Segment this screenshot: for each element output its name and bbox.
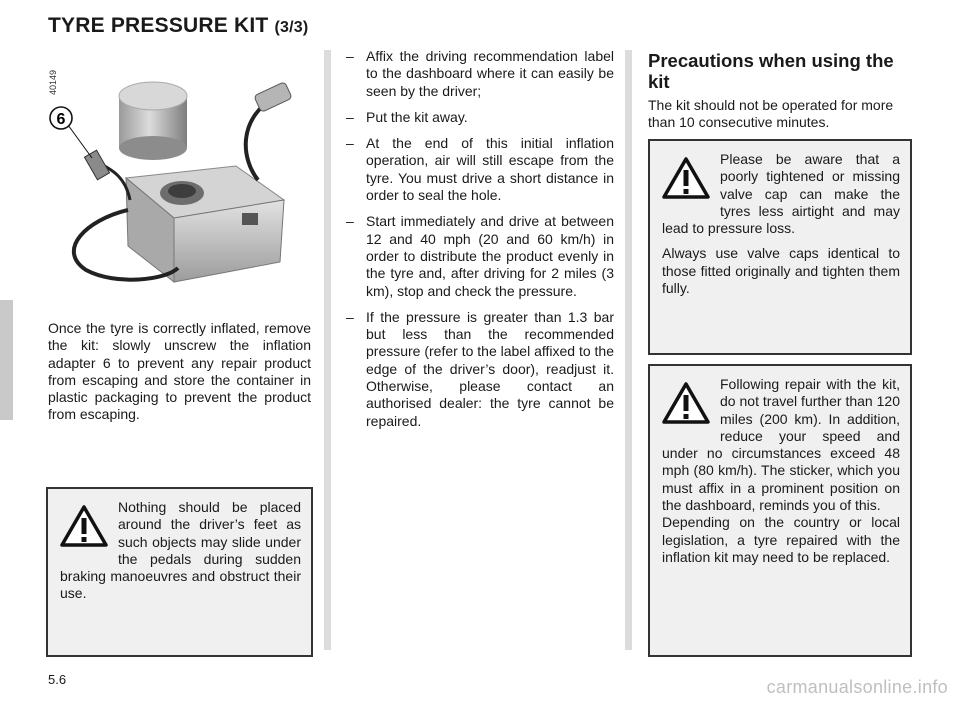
valve-cap-advice-text: Always use valve caps identical to those fitted originally and tighten them fully. bbox=[662, 245, 900, 297]
precautions-intro bbox=[648, 97, 914, 132]
warning-triangle-icon bbox=[662, 157, 710, 199]
warning-box-valve-caps bbox=[648, 139, 912, 355]
repair-limits-text: Following repair with the kit, do not travel further than 120 miles (200 km). In addition, reduce your speed and under no circumstances exceed 48 mph (80 km/h). The sticker, which you must affix in a prominent position on the dashboard, reminds you of this. bbox=[662, 376, 900, 514]
left-paragraph-text: Once the tyre is correctly inflated, remove the kit: slowly unscrew the inflation adapter 6 to prevent any repair product from escaping and store the container in plastic packaging to prevent the product from escaping. bbox=[48, 320, 311, 423]
figure-code: 40149 bbox=[48, 69, 58, 95]
warning-triangle-icon bbox=[60, 505, 108, 547]
section-tab bbox=[0, 300, 13, 420]
warning-feet-text: Nothing should be placed around the driver’s feet as such objects may slide under the pedals during sudden braking manoeuvres and obstruct their use. bbox=[60, 499, 301, 602]
list-item: – If the pressure is greater than 1.3 bar but less than the recommended pressure (refer to the label affixed to the edge of the driver’s door), readjust it. Otherwise, please contact an authorised dealer: the tyre cannot be repaired. bbox=[346, 308, 614, 429]
warning-box-repair-limits bbox=[648, 364, 912, 657]
list-item: – Start immediately and drive at between 12 and 40 mph (20 and 60 km/h) in order to distribute the product evenly in the tyre and, after driving for 2 miles (3 km), stop and check the pressure. bbox=[346, 213, 614, 299]
page-title-part: (3/3) bbox=[274, 19, 309, 36]
precautions-intro-text: The kit should not be operated for more than 10 consecutive minutes. bbox=[648, 97, 894, 131]
compressor-drawing bbox=[46, 50, 314, 296]
figure-callout-6: 6 bbox=[56, 111, 66, 128]
tyre-kit-illustration bbox=[46, 50, 314, 296]
list-item: – Affix the driving recommendation label to the dashboard where it can easily be seen by the driver; bbox=[346, 48, 614, 99]
page-number: 5.6 bbox=[48, 672, 67, 687]
repair-legislation-text: Depending on the country or local legislation, a tyre repaired with the inflation kit may need to be replaced. bbox=[662, 514, 900, 565]
list-item: – Put the kit away. bbox=[346, 108, 468, 125]
precautions-heading: Precautions when using the kit bbox=[648, 50, 894, 92]
page-title bbox=[48, 14, 308, 38]
left-paragraph bbox=[48, 320, 311, 424]
column-divider-left bbox=[324, 50, 331, 650]
warning-box-feet bbox=[46, 487, 313, 657]
instruction-list bbox=[346, 48, 614, 439]
valve-cap-warning-text: Please be aware that a poorly tightened or missing valve cap can make the tyres less airtight and may lead to pressure loss. bbox=[662, 151, 900, 237]
list-item: – At the end of this initial inflation operation, air will still escape from the tyre. You must drive a short distance in order to seal the hole. bbox=[346, 135, 614, 204]
watermark: carmanualsonline.info bbox=[766, 677, 948, 697]
page-title-text: TYRE PRESSURE KIT bbox=[48, 14, 269, 37]
column-divider-right bbox=[625, 50, 632, 650]
warning-triangle-icon bbox=[662, 382, 710, 424]
